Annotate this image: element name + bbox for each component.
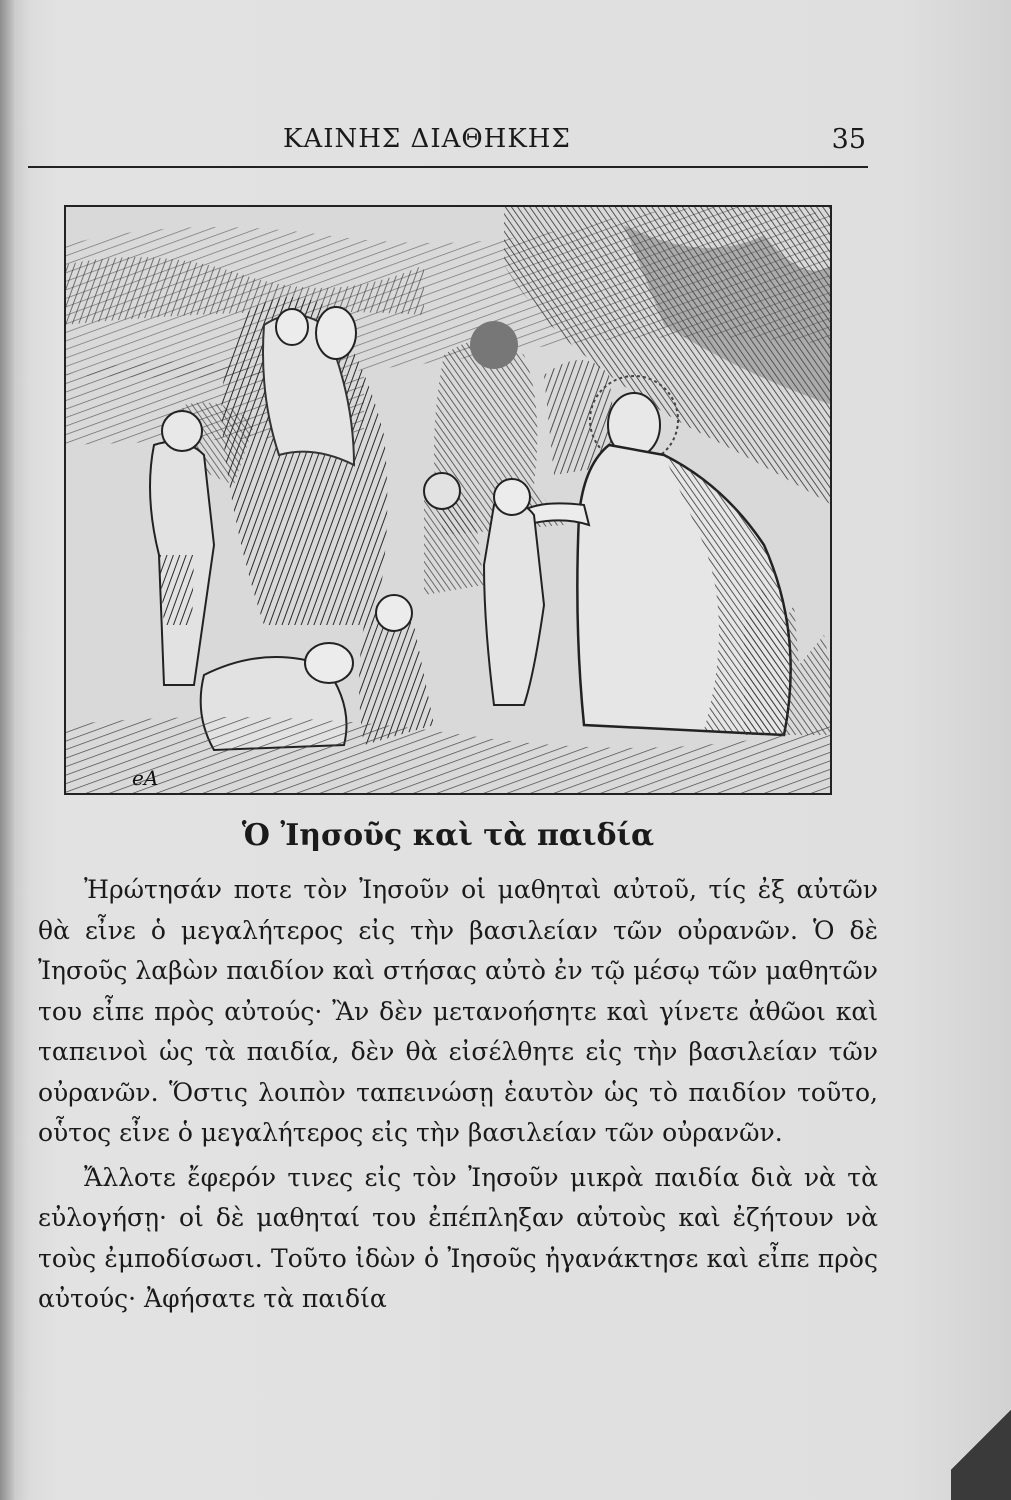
running-head xyxy=(28,118,868,164)
page-corner-shadow xyxy=(951,1380,1011,1500)
running-head-rule xyxy=(28,166,868,168)
paragraph-2: Ἄλλοτε ἔφερόν τινες εἰς τὸν Ἰησοῦν μικρὰ παιδία διὰ νὰ τὰ εὐλογήσῃ· οἱ δὲ μαθηταί του ἐπέπληξαν αὐτοὺς καὶ ἐζήτουν νὰ τοὺς ἐμποδίσωσι. Τοῦτο ἰδὼν ὁ Ἰησοῦς ἠγανάκτησε καὶ εἶπε πρὸς αὐτούς· Ἀφήσατε τὰ παιδία xyxy=(38,1162,878,1313)
body-text xyxy=(38,870,878,1320)
page-number: 35 xyxy=(831,124,866,155)
page-gutter-shadow xyxy=(0,0,14,1500)
engraver-signature: eA xyxy=(132,766,159,790)
paragraph-1: Ἠρώτησάν ποτε τὸν Ἰησοῦν οἱ μαθηταὶ αὐτοῦ, τίς ἐξ αὐτῶν θὰ εἶνε ὁ μεγαλήτερος εἰς τὴν βασιλείαν τῶν οὐρανῶν. Ὁ δὲ Ἰησοῦς λαβὼν παιδίον καὶ στήσας αὐτὸ ἐν τῷ μέσῳ τῶν μαθητῶν του εἶπε πρὸς αὐτούς· Ἂν δὲν μετανοήσητε καὶ γίνετε ἀθῶοι καὶ ταπεινοὶ ὡς τὰ παιδία, δὲν θὰ εἰσέλθητε εἰς τὴν βασιλείαν τῶν οὐρανῶν. Ὅστις λοιπὸν ταπεινώσῃ ἑαυτὸν ὡς τὸ παιδίον τοῦτο, οὗτος εἶνε ὁ μεγαλήτερος εἰς τὴν βασιλείαν τῶν οὐρανῶν. xyxy=(38,875,878,1147)
engraving-jesus-with-children-icon xyxy=(64,205,832,795)
engraving-illustration xyxy=(64,205,832,795)
running-head-title: ΚΑΙΝΗΣ ΔΙΑΘΗΚΗΣ xyxy=(283,124,571,154)
illustration-caption: Ὁ Ἰησοῦς καὶ τὰ παιδία xyxy=(241,818,655,853)
